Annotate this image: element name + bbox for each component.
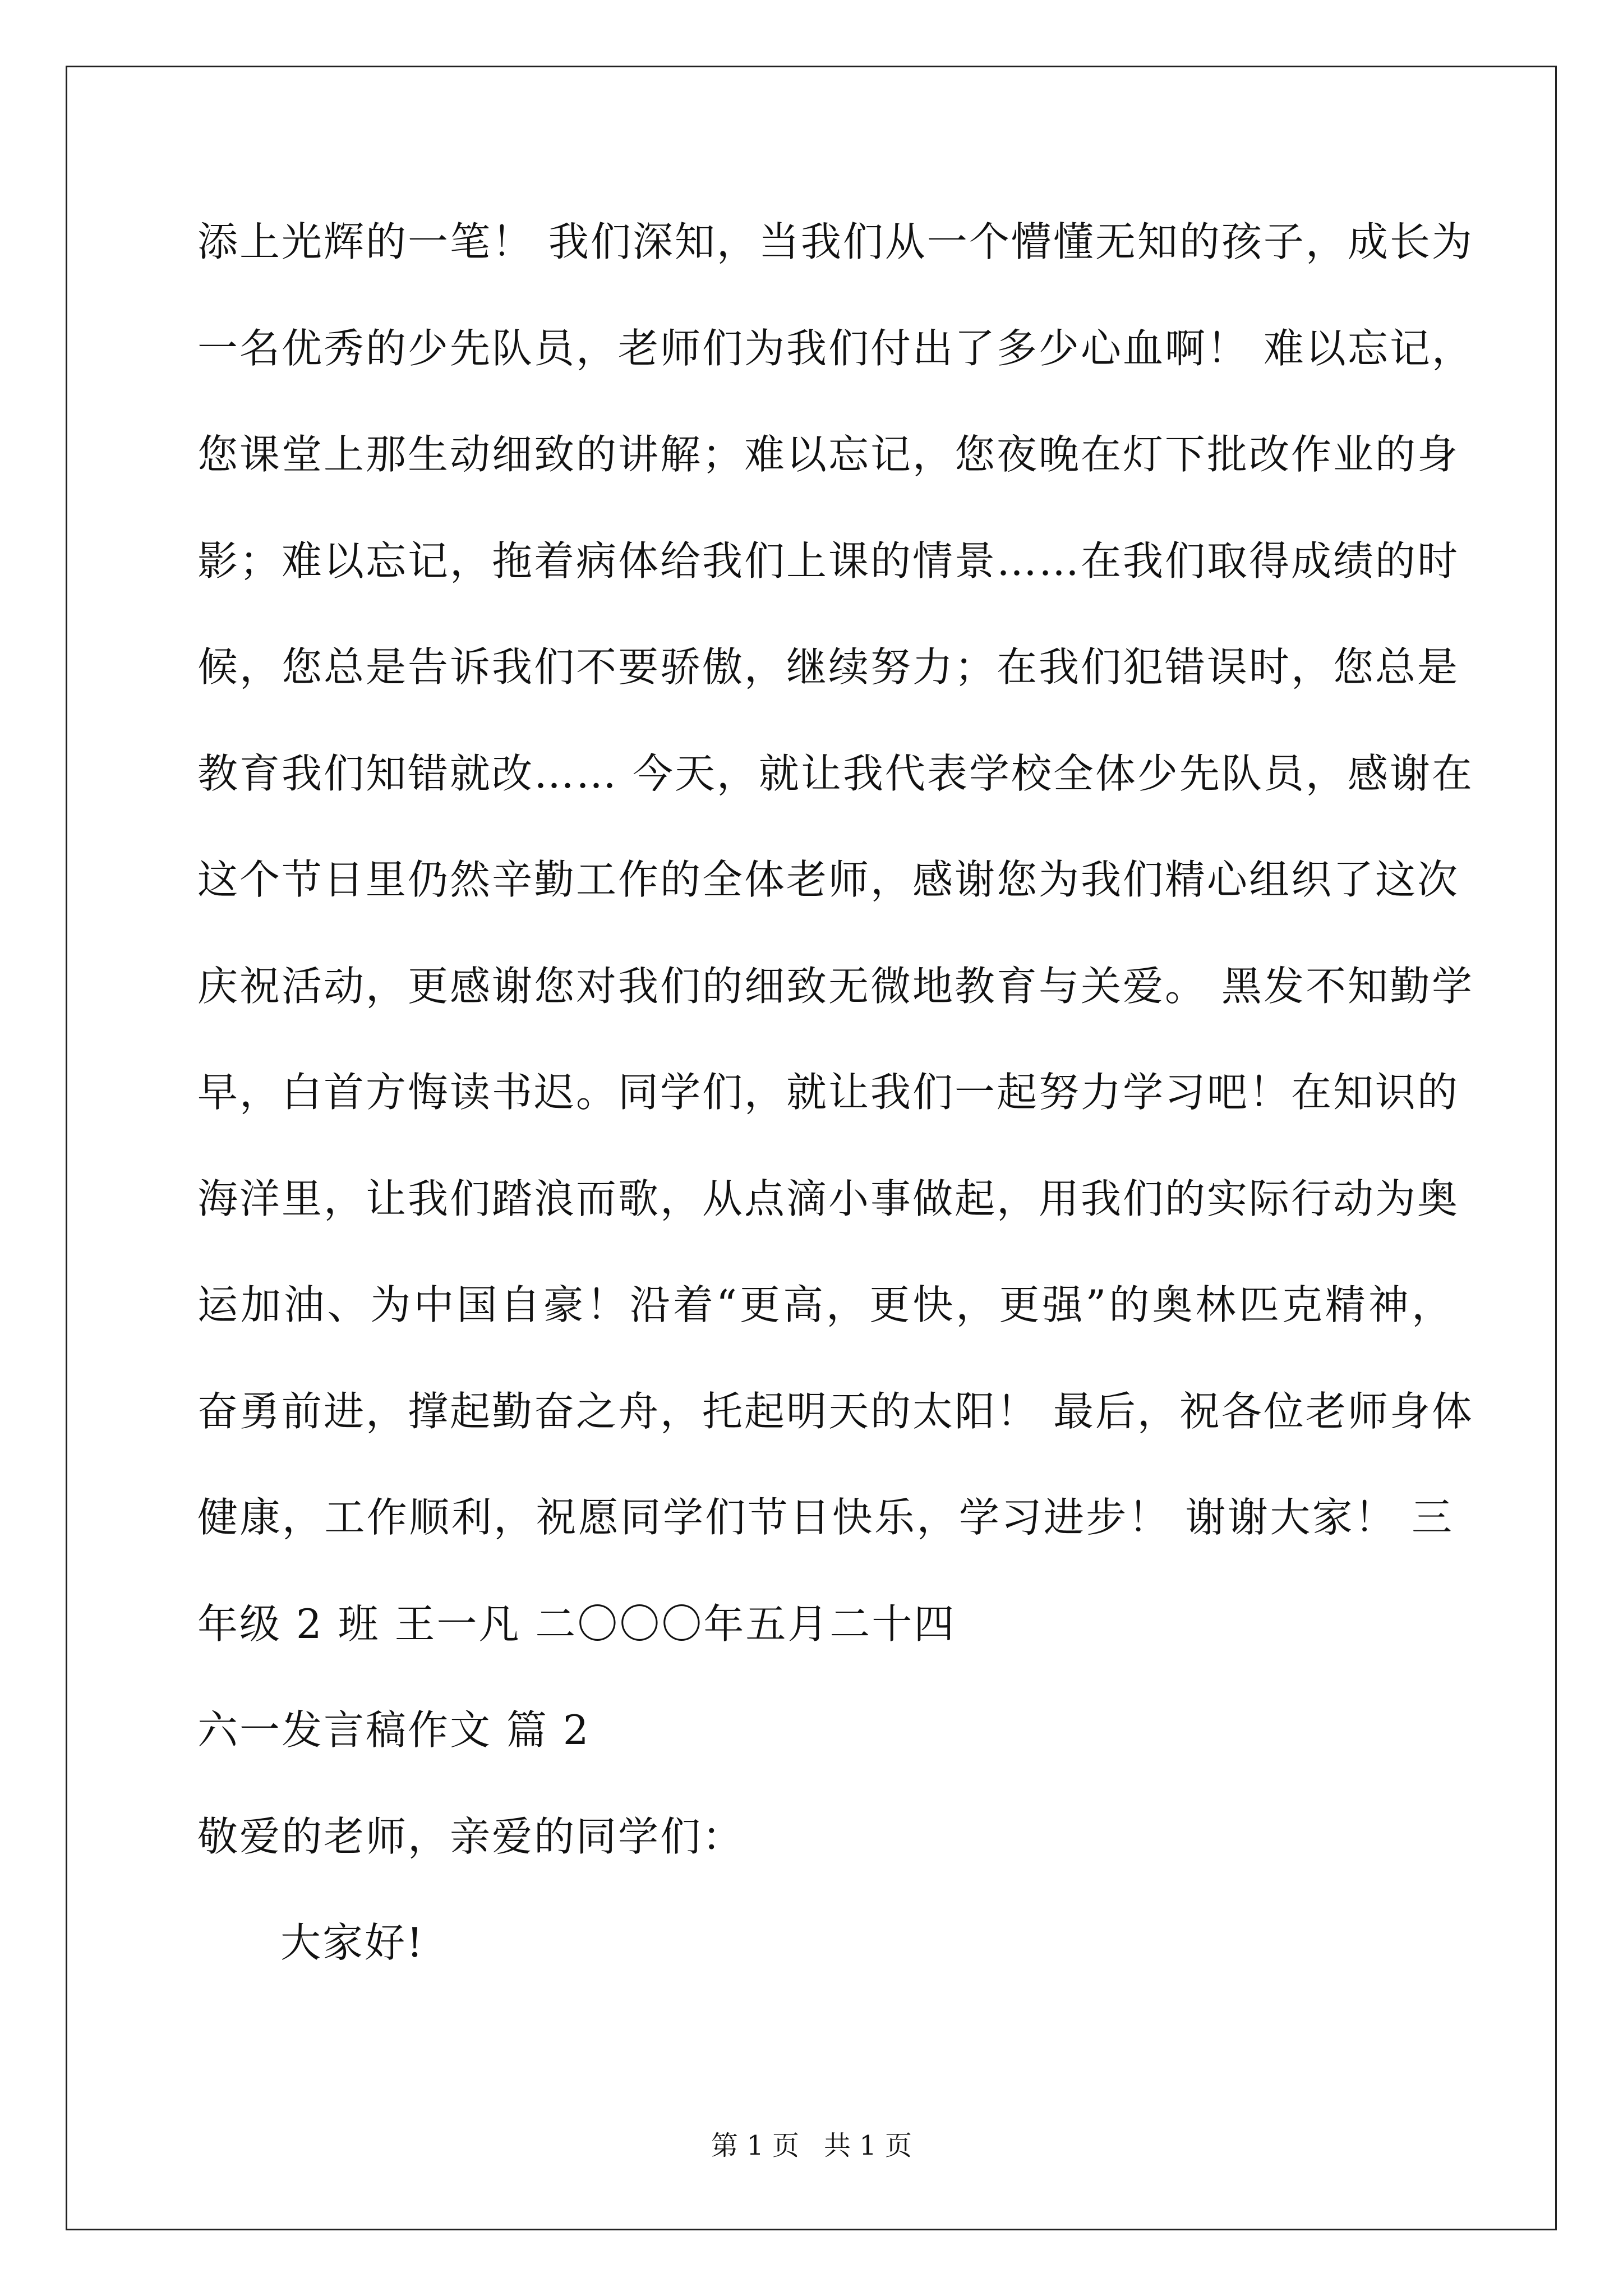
body-line: 海洋里，让我们踏浪而歌，从点滴小事做起，用我们的实际行动为奥 <box>197 1175 1460 1222</box>
body-line: 运加油、为中国自豪！沿着“更高，更快，更强”的奥林匹克精神， <box>197 1281 1454 1328</box>
body-line: 奋勇前进，撑起勤奋之舟，托起明天的太阳！ 最后，祝各位老师身体 <box>197 1387 1474 1435</box>
page-number: 第 1 页 <box>711 2130 799 2161</box>
body-line: 一名优秀的少先队员，老师们为我们付出了多少心血啊！ 难以忘记， <box>197 324 1474 372</box>
body-line: 早，白首方悔读书迟。同学们，就让我们一起努力学习吧！在知识的 <box>197 1069 1460 1116</box>
greeting: 大家好! <box>280 1919 425 1966</box>
body-line: 您课堂上那生动细致的讲解；难以忘记，您夜晚在灯下批改作业的身 <box>197 431 1460 478</box>
body-line: 这个节日里仍然辛勤工作的全体老师，感谢您为我们精心组织了这次 <box>197 856 1460 903</box>
page-total: 共 1 页 <box>824 2130 912 2161</box>
body-line: 健康，工作顺利，祝愿同学们节日快乐，学习进步！ 谢谢大家！ 三 <box>197 1494 1454 1541</box>
document-body <box>197 218 1474 2029</box>
page-footer <box>0 2131 1623 2161</box>
body-line: 庆祝活动，更感谢您对我们的细致无微地教育与关爱。 黑发不知勤学 <box>197 962 1474 1010</box>
body-line: 影；难以忘记，拖着病体给我们上课的情景……在我们取得成绩的时 <box>197 537 1460 585</box>
salutation: 敬爱的老师，亲爱的同学们： <box>197 1812 745 1860</box>
body-line: 候，您总是告诉我们不要骄傲，继续努力；在我们犯错误时，您总是 <box>197 643 1460 691</box>
signature-line: 年级 2 班 王一凡 二〇〇〇年五月二十四 <box>197 1600 956 1648</box>
section-title: 六一发言稿作文 篇 2 <box>197 1706 591 1754</box>
body-line: 添上光辉的一笔！ 我们深知，当我们从一个懵懂无知的孩子，成长为 <box>197 218 1474 265</box>
body-line: 教育我们知错就改…… 今天，就让我代表学校全体少先队员，感谢在 <box>197 749 1474 797</box>
